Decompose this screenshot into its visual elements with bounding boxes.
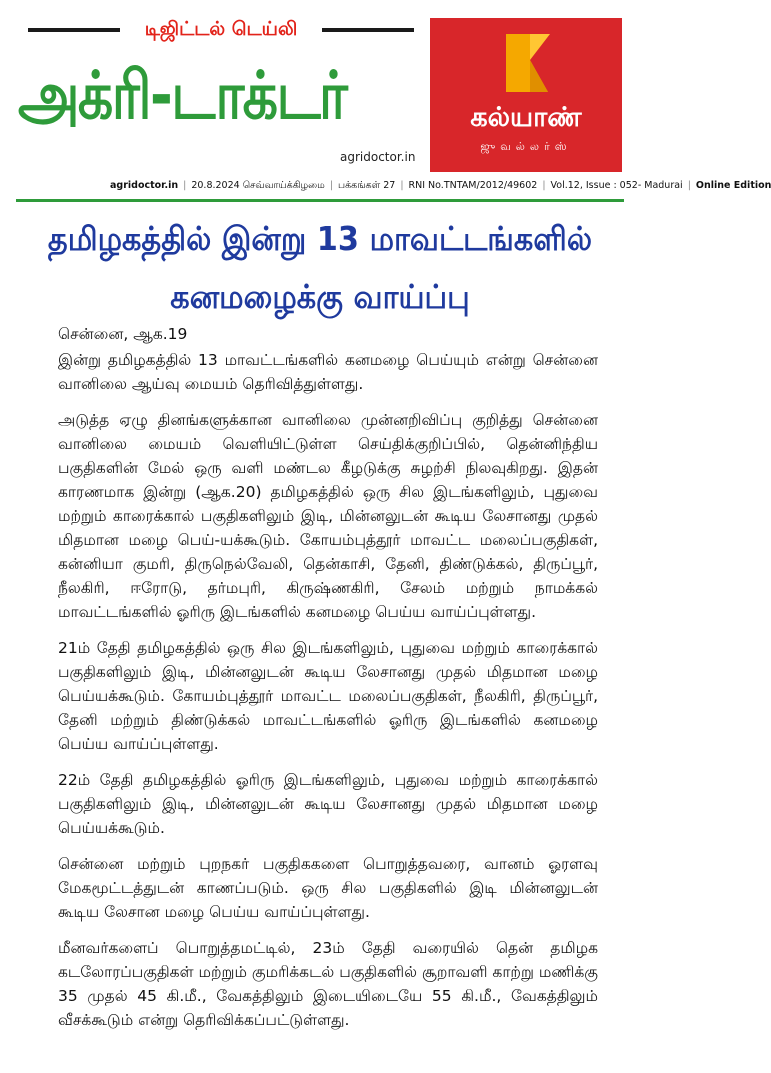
info-date: 20.8.2024 செவ்வாய்க்கிழமை bbox=[191, 180, 325, 191]
headline-line-2: கனமழைக்கு வாய்ப்பு bbox=[170, 277, 470, 316]
info-site: agridoctor.in bbox=[110, 180, 179, 191]
paragraph: சென்னை மற்றும் புறநகர் பகுதிககளை பொறுத்தவரை, வானம் ஓரளவு மேகமூட்டத்துடன் காணப்படும். ஒரு சில பகுதிகளில் இடி மின்னலுடன் கூடிய லேசான மழை பெய்ய வாய்ப்புள்ளது. bbox=[58, 855, 598, 921]
kalyan-advertisement[interactable] bbox=[430, 18, 622, 172]
tagline: டிஜிட்டல் டெய்லி bbox=[144, 18, 298, 40]
info-issue: Vol.12, Issue : 052- Madurai bbox=[550, 180, 683, 191]
headline-line-1: தமிழகத்தில் இன்று 13 மாவட்டங்களில் bbox=[47, 219, 593, 258]
paragraph: 22ம் தேதி தமிழகத்தில் ஓரிரு இடங்களிலும், புதுவை மற்றும் காரைக்கால் பகுதிகளிலும் இடி, மின்னலுடன் கூடிய லேசானது முதல் மிதமான மழை பெய்யக்கூடும். bbox=[58, 771, 598, 837]
info-pages: பக்கங்கள் 27 bbox=[338, 180, 396, 191]
brand-title: அக்ரி-டாக்டர் bbox=[18, 57, 347, 134]
tagline-row bbox=[28, 16, 414, 42]
paragraph: 21ம் தேதி தமிழகத்தில் ஒரு சில இடங்களிலும், புதுவை மற்றும் காரைக்கால் பகுதிகளிலும் இடி, மின்னலுடன் கூடிய லேசானது முதல் மிதமான மழை பெய்யக்கூடும். கோயம்புத்தூர் மாவட்ட மலைப்பகுதிகள், நீலகிரி, திருப்பூர், தேனி மற்றும் திண்டுக்கல் மாவட்டங்களில் ஓரிரு இடங்களில் கனமழை பெய்ய வாய்ப்புள்ளது. bbox=[58, 639, 598, 753]
article-headline bbox=[44, 210, 596, 326]
info-edition: Online Edition bbox=[695, 180, 771, 191]
paragraph: இன்று தமிழகத்தில் 13 மாவட்டங்களில் கனமழை பெய்யும் என்று சென்னை வானிலை ஆய்வு மையம் தெரிவித்துள்ளது. bbox=[58, 351, 598, 393]
kalyan-k-logo-icon bbox=[500, 30, 552, 96]
paragraph: மீனவர்களைப் பொறுத்தமட்டில், 23ம் தேதி வரையில் தென் தமிழக கடலோரப்பகுதிகள் மற்றும் குமரிக்கடல் பகுதிகளில் சூறாவளி காற்று மணிக்கு 35 முதல் 45 கி.மீ., வேகத்திலும் இடையிடையே 55 கி.மீ., வேகத்திலும் வீசக்கூடும் என்று தெரிவிக்கப்பட்டுள்ளது. bbox=[58, 939, 598, 1029]
masthead-divider bbox=[16, 199, 624, 202]
article-body bbox=[58, 322, 598, 1044]
edition-info-bar: agridoctor.in | 20.8.2024 செவ்வாய்க்கிழமை | பக்கங்கள் 27 | RNI No.TNTAM/2012/49602 | Vol.12, Issue : 052- Madurai | Online Edition bbox=[110, 178, 771, 194]
masthead bbox=[0, 0, 771, 205]
brand-site: agridoctor.in bbox=[340, 150, 416, 164]
info-rni: RNI No.TNTAM/2012/49602 bbox=[408, 180, 538, 191]
dateline: சென்னை, ஆக.19 bbox=[58, 325, 188, 343]
paragraph: அடுத்த ஏழு தினங்களுக்கான வானிலை முன்னறிவிப்பு குறித்து சென்னை வானிலை மையம் வெளியிட்டுள்ள செய்திக்குறிப்பில், தென்னிந்திய பகுதிகளின் மேல் ஒரு வளி மண்டல கீழடுக்கு சுழற்சி நிலவுகிறது. இதன் காரணமாக இன்று (ஆக.20) தமிழகத்தில் ஒரு சில இடங்களிலும், புதுவை மற்றும் காரைக்கால் பகுதிகளிலும் இடி, மின்னலுடன் கூடிய லேசானது முதல் மிதமான மழை பெய்-யக்கூடும். கோயம்புத்தூர் மாவட்ட மலைப்பகுதிகள், கன்னியா குமரி, திருநெல்வேலி, தென்காசி, தேனி, திண்டுக்கல், திருப்பூர், நீலகிரி, ஈரோடு, தர்மபுரி, கிருஷ்ணகிரி, சேலம் மற்றும் நாமக்கல் மாவட்டங்களில் ஓரிரு இடங்களில் கனமழை பெய்ய வாய்ப்புள்ளது. bbox=[58, 411, 598, 621]
ad-brand-name: கல்யாண் bbox=[470, 102, 582, 133]
tagline-rule-right bbox=[322, 28, 414, 32]
tagline-rule-left bbox=[28, 28, 120, 32]
ad-brand-subtitle: ஜுவல்லர்ஸ் bbox=[480, 140, 572, 153]
